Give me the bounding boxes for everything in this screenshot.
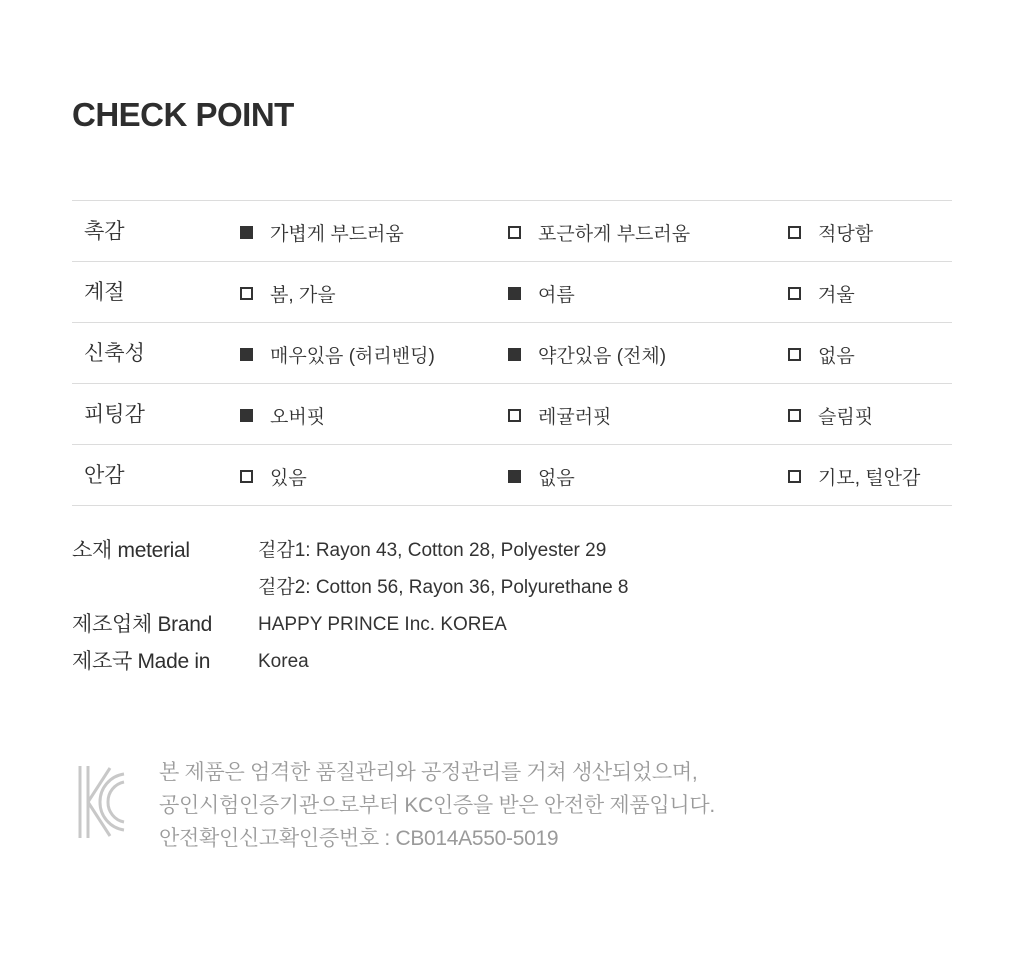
spec-label: 제조업체 Brand <box>72 613 213 636</box>
option-label: 없음 <box>818 345 855 367</box>
option-label: 있음 <box>270 467 307 489</box>
option <box>788 445 920 507</box>
spec-value <box>258 532 952 606</box>
checkbox-icon <box>240 470 253 483</box>
option-label: 겨울 <box>818 284 855 306</box>
spec-label: 제조국 Made in <box>72 650 211 673</box>
option <box>508 262 575 324</box>
page-title: CHECK POINT <box>72 96 294 133</box>
option <box>508 384 611 446</box>
checkbox-icon <box>508 470 521 483</box>
checkbox-icon <box>788 226 801 239</box>
spec-brand <box>72 606 952 643</box>
option <box>240 262 336 324</box>
option <box>240 201 404 263</box>
checkpoint-row-stretch <box>72 323 952 384</box>
checkbox-icon <box>788 348 801 361</box>
material-line: 겉감1: Rayon 43, Cotton 28, Polyester 29 <box>258 540 607 561</box>
checkpoint-row-lining <box>72 445 952 506</box>
row-label: 안감 <box>84 464 125 487</box>
spec-value: HAPPY PRINCE Inc. KOREA <box>258 614 507 635</box>
option-label: 기모, 털안감 <box>818 467 921 489</box>
option-label: 봄, 가을 <box>270 284 336 306</box>
checkpoint-row-texture <box>72 201 952 262</box>
option-label: 레귤러핏 <box>538 406 612 428</box>
checkbox-icon <box>788 409 801 422</box>
option <box>788 323 855 385</box>
checkpoint-row-season <box>72 262 952 323</box>
option <box>788 384 873 446</box>
certification-number: 안전확인신고확인증번호 : CB014A550-5019 <box>159 827 559 850</box>
spec-material <box>72 532 952 606</box>
checkpoint-table <box>72 200 952 506</box>
option-label: 없음 <box>538 467 575 489</box>
option-label: 포근하게 부드러움 <box>538 223 691 245</box>
checkbox-icon <box>240 409 253 422</box>
material-line: 겉감2: Cotton 56, Rayon 36, Polyurethane 8 <box>258 577 629 598</box>
row-label: 신축성 <box>84 342 145 365</box>
certification-line: 공인시험인증기관으로부터 KC인증을 받은 안전한 제품입니다. <box>159 794 715 817</box>
row-label: 계절 <box>84 281 125 304</box>
option-label: 약간있음 (전체) <box>538 345 667 367</box>
checkbox-icon <box>508 348 521 361</box>
option-label: 매우있음 (허리밴딩) <box>270 345 435 367</box>
checkbox-icon <box>240 348 253 361</box>
option-label: 슬림핏 <box>818 406 874 428</box>
spec-value: Korea <box>258 651 309 672</box>
option <box>240 445 307 507</box>
option-label: 여름 <box>538 284 575 306</box>
checkbox-icon <box>240 226 253 239</box>
option-label: 오버핏 <box>270 406 326 428</box>
checkbox-icon <box>508 226 521 239</box>
checkbox-icon <box>240 287 253 300</box>
option <box>788 262 855 324</box>
spec-label: 소재 meterial <box>72 539 190 562</box>
row-label: 촉감 <box>84 220 125 243</box>
checkpoint-row-fit <box>72 384 952 445</box>
option <box>508 201 690 263</box>
option <box>508 323 666 385</box>
certification-line: 본 제품은 엄격한 품질관리와 공정관리를 거쳐 생산되었으며, <box>159 761 698 784</box>
option <box>240 323 435 385</box>
spec-list <box>72 532 952 680</box>
option-label: 적당함 <box>818 223 874 245</box>
option <box>788 201 873 263</box>
option-label: 가볍게 부드러움 <box>270 223 404 245</box>
certification-notice <box>159 756 715 855</box>
option <box>240 384 325 446</box>
checkbox-icon <box>508 409 521 422</box>
checkbox-icon <box>788 470 801 483</box>
row-label: 피팅감 <box>84 403 145 426</box>
checkbox-icon <box>788 287 801 300</box>
option <box>508 445 575 507</box>
kc-mark-icon <box>76 762 132 842</box>
checkbox-icon <box>508 287 521 300</box>
spec-origin <box>72 643 952 680</box>
